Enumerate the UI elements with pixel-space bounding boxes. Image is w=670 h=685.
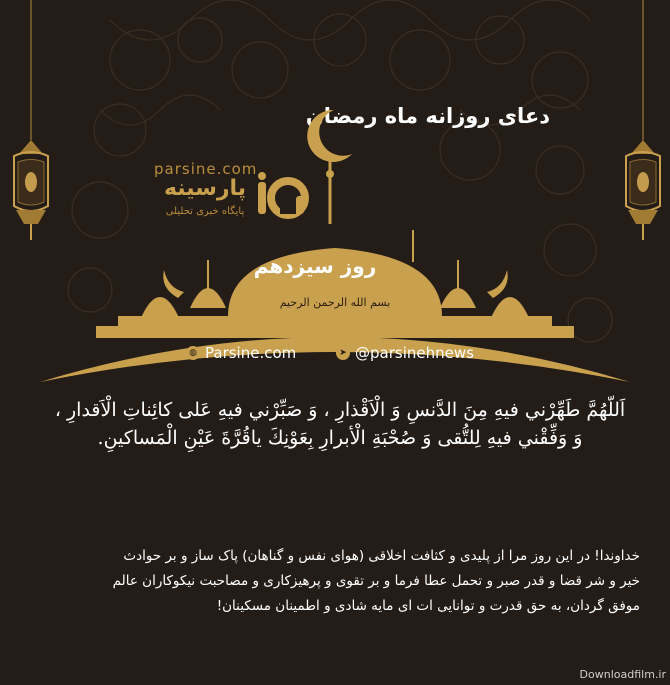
translation-line: خیر و شر قضا و قدر صبر و تحمل عطا فرما و بر تقوی و پرهیزکاری و مصاحبت نیکوکاران عالم [112, 573, 640, 589]
bismillah-text: بسم الله الرحمن الرحیم [279, 296, 391, 309]
website-label: Parsine.com [205, 344, 297, 362]
telegram-label: @parsinehnews [355, 344, 474, 362]
brand-tagline: پایگاه خبری تحلیلی [165, 206, 245, 217]
page-title: دعای روزانه ماه رمضان [305, 104, 550, 128]
prayer-line: اَللّهُمَّ طَهِّرْني فيهِ مِنَ الدَّنسِ وَ الْاَقْذارِ ، وَ صَبِّرْني فيهِ عَلى كائِناتِ الْاَقدارِ ، [54, 399, 626, 421]
brand-logo-icon [254, 172, 312, 222]
brand-block [150, 160, 320, 220]
lantern-icon [616, 0, 670, 250]
brand-name: پارسینه [163, 176, 247, 201]
translation-text [35, 544, 640, 619]
day-label: روز سیزدهم [253, 254, 377, 278]
website-link[interactable] [186, 344, 296, 362]
telegram-icon: ➤ [336, 346, 350, 360]
watermark: Downloadfilm.ir [579, 668, 666, 681]
translation-line: موفق گردان، به حق قدرت و توانایی ات ای مایه شادی و اطمینان مسکینان! [216, 598, 640, 614]
globe-icon: ◍ [186, 346, 200, 360]
telegram-link[interactable] [336, 344, 474, 362]
brand-url: parsine.com [154, 160, 258, 178]
translation-line: خداوندا! در این روز مرا از پلیدی و کثافت اخلاقی (هوای نفس و گناهان) پاک ساز و بر حوادث [123, 548, 640, 564]
prayer-line: وَ وَفِّقْني فيهِ لِلتُّقى وَ صُحْبَةِ الْأبرارِ بِعَوْنِكَ ياقُرَّةَ عَيْنِ الْمَساكينِ. [97, 427, 583, 449]
lantern-icon [4, 0, 58, 250]
prayer-text [40, 396, 640, 452]
